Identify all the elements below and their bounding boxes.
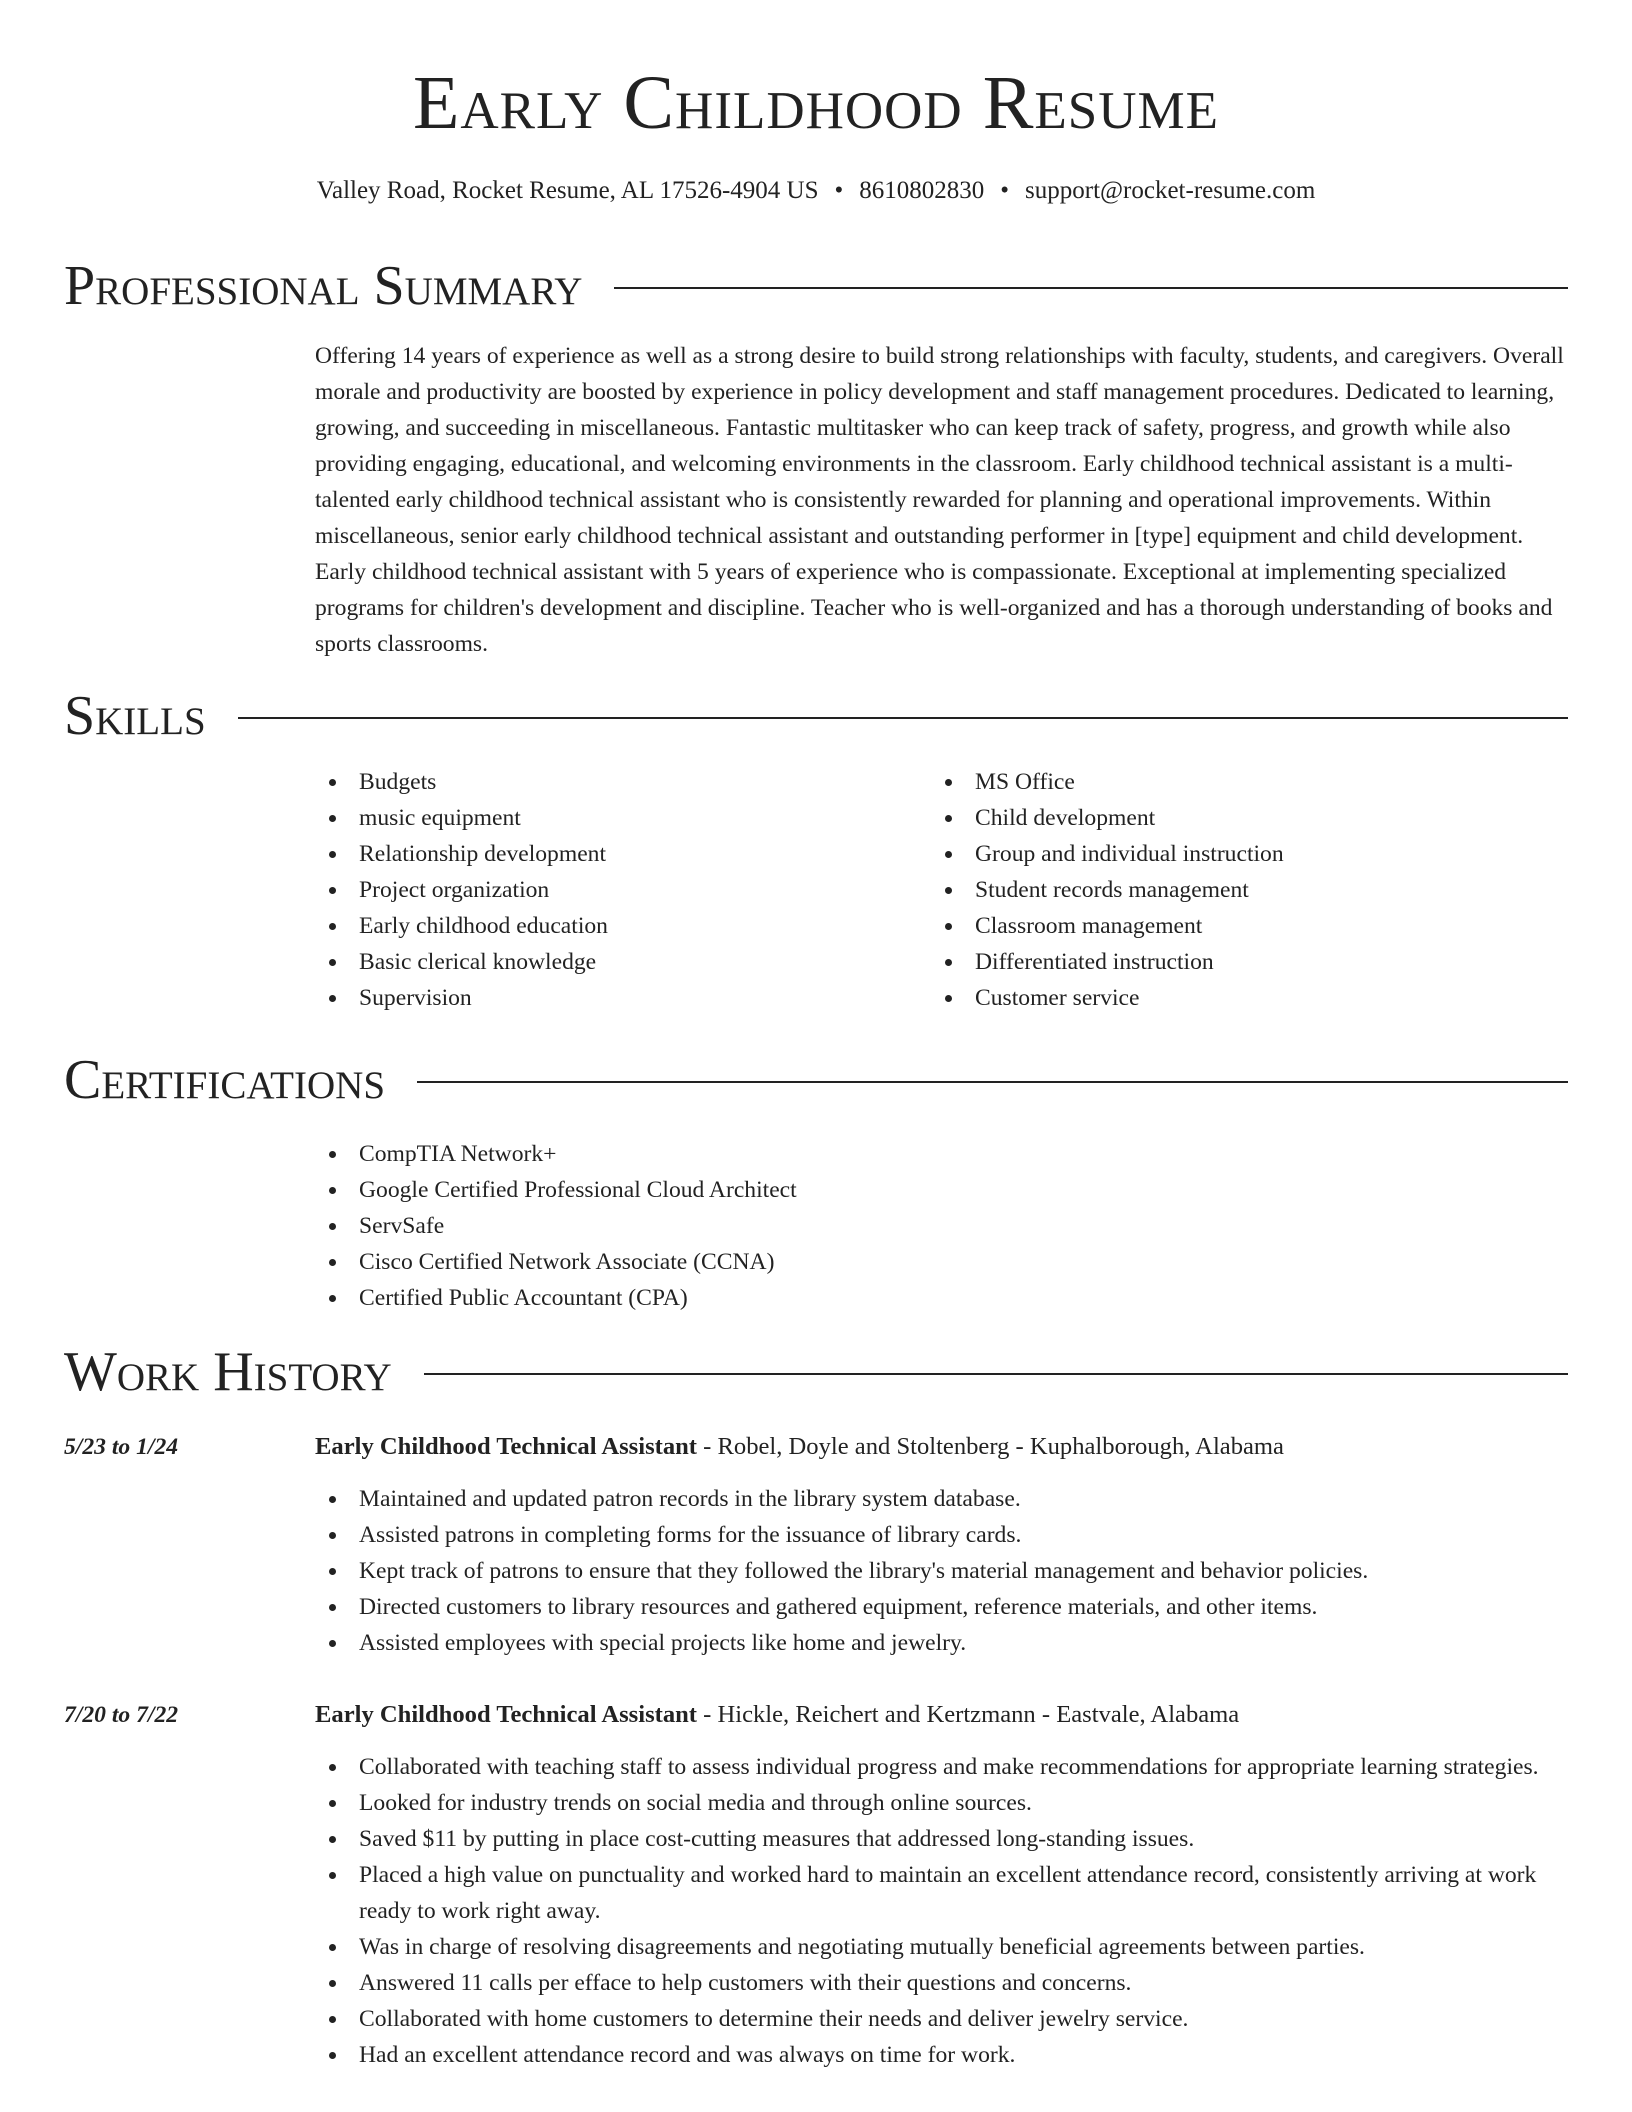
skills-list-left	[315, 764, 915, 1016]
certification-item: Cisco Certified Network Associate (CCNA)	[315, 1244, 1571, 1280]
section-rule	[614, 287, 1568, 289]
section-rule	[424, 1373, 1568, 1375]
bullet-dot	[945, 779, 952, 786]
bullet-dot	[945, 959, 952, 966]
bullet-dot	[329, 1223, 336, 1230]
contact-address: Valley Road, Rocket Resume, AL 17526-4904 US	[316, 177, 819, 204]
certification-item: Certified Public Accountant (CPA)	[315, 1280, 1571, 1316]
section-title: Skills	[64, 685, 206, 747]
bullet-dot	[329, 1980, 336, 1987]
bullet-dot	[329, 851, 336, 858]
section-heading-skills	[64, 686, 1568, 746]
job-dates: 5/23 to 1/24	[64, 1434, 179, 1460]
skill-item: Supervision	[315, 980, 915, 1016]
bullet-dot	[329, 2052, 336, 2059]
skill-item: Customer service	[931, 980, 1551, 1016]
contact-separator: •	[834, 177, 844, 204]
job-bullet: Saved $11 by putting in place cost-cutting measures that addressed long-standing issues.	[315, 1821, 1571, 1857]
skill-item: Early childhood education	[315, 908, 915, 944]
job-bullet: Assisted patrons in completing forms for the issuance of library cards.	[315, 1517, 1571, 1553]
job-bullet: Maintained and updated patron records in the library system database.	[315, 1481, 1571, 1517]
job-bullets	[315, 1481, 1571, 1661]
skills-list-right	[931, 764, 1551, 1016]
certification-item: CompTIA Network+	[315, 1136, 1571, 1172]
bullet-dot	[329, 1151, 336, 1158]
bullet-dot	[329, 1640, 336, 1647]
skill-item: Classroom management	[931, 908, 1551, 944]
certifications-list	[315, 1136, 1571, 1316]
contact-separator: •	[1000, 177, 1010, 204]
bullet-dot	[329, 1604, 336, 1611]
job-employer-location: - Hickle, Reichert and Kertzmann - Eastvale, Alabama	[697, 1701, 1240, 1728]
skill-item: MS Office	[931, 764, 1551, 800]
bullet-dot	[945, 995, 952, 1002]
bullet-dot	[329, 815, 336, 822]
job-bullet: Had an excellent attendance record and was always on time for work.	[315, 2037, 1571, 2073]
section-title: Certifications	[64, 1049, 386, 1111]
bullet-dot	[329, 887, 336, 894]
bullet-dot	[329, 1872, 336, 1879]
bullet-dot	[329, 959, 336, 966]
certification-item: ServSafe	[315, 1208, 1571, 1244]
skill-item: Child development	[931, 800, 1551, 836]
job-bullets	[315, 1749, 1571, 2073]
job-bullet: Was in charge of resolving disagreements and negotiating mutually beneficial agreements between parties.	[315, 1929, 1571, 1965]
job-heading	[315, 1697, 1239, 1733]
section-title: Professional Summary	[64, 255, 583, 317]
bullet-dot	[329, 1764, 336, 1771]
section-heading-summary	[64, 256, 1568, 316]
section-rule	[417, 1081, 1568, 1083]
bullet-dot	[945, 815, 952, 822]
skill-item: music equipment	[315, 800, 915, 836]
bullet-dot	[329, 1496, 336, 1503]
bullet-dot	[329, 1187, 336, 1194]
job-dates: 7/20 to 7/22	[64, 1702, 179, 1728]
bullet-dot	[329, 1532, 336, 1539]
job-bullet: Collaborated with home customers to determine their needs and deliver jewelry service.	[315, 2001, 1571, 2037]
contact-phone: 8610802830	[859, 177, 985, 204]
job-title: Early Childhood Technical Assistant	[315, 1701, 697, 1728]
skill-item: Relationship development	[315, 836, 915, 872]
bullet-dot	[329, 1259, 336, 1266]
job-bullet: Collaborated with teaching staff to assess individual progress and make recommendations for appropriate learning strategies.	[315, 1749, 1571, 1785]
job-employer-location: - Robel, Doyle and Stoltenberg - Kuphalborough, Alabama	[697, 1433, 1284, 1460]
bullet-dot	[329, 995, 336, 1002]
job-bullet: Looked for industry trends on social media and through online sources.	[315, 1785, 1571, 1821]
contact-email: support@rocket-resume.com	[1025, 177, 1316, 204]
skill-item: Student records management	[931, 872, 1551, 908]
job-heading	[315, 1429, 1284, 1465]
bullet-dot	[329, 1944, 336, 1951]
bullet-dot	[329, 923, 336, 930]
job-title: Early Childhood Technical Assistant	[315, 1433, 697, 1460]
job-bullet: Answered 11 calls per efface to help customers with their questions and concerns.	[315, 1965, 1571, 2001]
skill-item: Group and individual instruction	[931, 836, 1551, 872]
job-bullet: Placed a high value on punctuality and worked hard to maintain an excellent attendance record, consistently arriving at work ready to work right away.	[315, 1857, 1571, 1929]
certification-item: Google Certified Professional Cloud Architect	[315, 1172, 1571, 1208]
contact-line	[0, 174, 1632, 208]
skill-item: Budgets	[315, 764, 915, 800]
job-bullet: Directed customers to library resources and gathered equipment, reference materials, and other items.	[315, 1589, 1571, 1625]
section-heading-work-history	[64, 1342, 1568, 1402]
bullet-dot	[329, 1836, 336, 1843]
bullet-dot	[945, 851, 952, 858]
bullet-dot	[329, 779, 336, 786]
job-bullet: Kept track of patrons to ensure that they followed the library's material management and behavior policies.	[315, 1553, 1571, 1589]
skill-item: Basic clerical knowledge	[315, 944, 915, 980]
section-heading-certifications	[64, 1050, 1568, 1110]
skill-item: Project organization	[315, 872, 915, 908]
skill-item: Differentiated instruction	[931, 944, 1551, 980]
job-bullet: Assisted employees with special projects like home and jewelry.	[315, 1625, 1571, 1661]
summary-text: Offering 14 years of experience as well as a strong desire to build strong relationships with faculty, students, and caregivers. Overall morale and productivity are boosted by experience in policy development and staff management procedures. Dedicated to learning, growing, and succeeding in miscellaneous. Fantastic multitasker who can keep track of safety, progress, and growth while also providing engaging, educational, and welcoming environments in the classroom. Early childhood technical assistant is a multi-talented early childhood technical assistant who is consistently rewarded for planning and operational improvements. Within miscellaneous, senior early childhood technical assistant and outstanding performer in [type] equipment and child development. Early childhood technical assistant with 5 years of experience who is compassionate. Exceptional at implementing specialized programs for children's development and discipline. Teacher who is well-organized and has a thorough understanding of books and sports classrooms.	[315, 343, 1564, 657]
bullet-dot	[329, 1295, 336, 1302]
bullet-dot	[329, 1568, 336, 1575]
resume-title: Early Childhood Resume	[412, 61, 1220, 145]
bullet-dot	[329, 2016, 336, 2023]
section-title: Work History	[64, 1341, 392, 1403]
section-rule	[238, 717, 1568, 719]
bullet-dot	[945, 923, 952, 930]
bullet-dot	[329, 1800, 336, 1807]
bullet-dot	[945, 887, 952, 894]
